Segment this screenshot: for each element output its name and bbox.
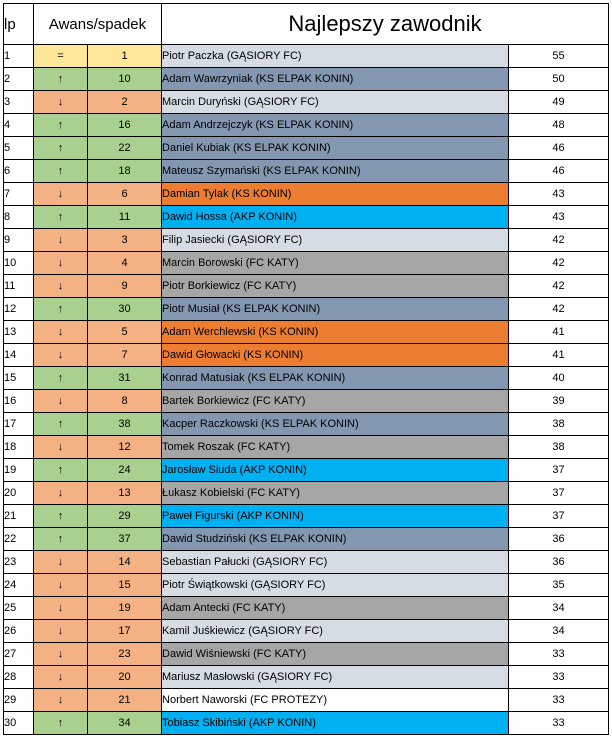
- previous-rank-cell: 13: [88, 482, 162, 505]
- arrow-down-icon: ↓: [34, 321, 88, 344]
- table-row: [4, 712, 609, 735]
- table-row: [4, 436, 609, 459]
- points-cell: 38: [509, 413, 609, 436]
- arrow-down-icon: ↓: [34, 689, 88, 712]
- rank-cell: 8: [4, 206, 34, 229]
- points-cell: 35: [509, 574, 609, 597]
- arrow-down-icon: ↓: [34, 252, 88, 275]
- previous-rank-cell: 23: [88, 643, 162, 666]
- rank-cell: 22: [4, 528, 34, 551]
- table-row: [4, 528, 609, 551]
- points-cell: 42: [509, 298, 609, 321]
- points-cell: 41: [509, 344, 609, 367]
- points-cell: 34: [509, 620, 609, 643]
- rank-cell: 2: [4, 68, 34, 91]
- arrow-up-icon: ↑: [34, 413, 88, 436]
- previous-rank-cell: 29: [88, 505, 162, 528]
- player-cell: Damian Tylak (KS KONIN): [162, 183, 509, 206]
- arrow-up-icon: ↑: [34, 160, 88, 183]
- previous-rank-cell: 5: [88, 321, 162, 344]
- previous-rank-cell: 24: [88, 459, 162, 482]
- previous-rank-cell: 1: [88, 45, 162, 68]
- table-row: [4, 344, 609, 367]
- arrow-down-icon: ↓: [34, 344, 88, 367]
- arrow-down-icon: ↓: [34, 643, 88, 666]
- rank-cell: 21: [4, 505, 34, 528]
- player-cell: Łukasz Kobielski (FC KATY): [162, 482, 509, 505]
- table-row: [4, 275, 609, 298]
- points-cell: 42: [509, 252, 609, 275]
- trend-header: Awans/spadek: [34, 4, 162, 45]
- rank-cell: 13: [4, 321, 34, 344]
- points-cell: 36: [509, 528, 609, 551]
- rank-cell: 3: [4, 91, 34, 114]
- rank-cell: 6: [4, 160, 34, 183]
- table-row: [4, 298, 609, 321]
- points-cell: 46: [509, 160, 609, 183]
- table-row: [4, 229, 609, 252]
- table-row: [4, 643, 609, 666]
- table-row: [4, 620, 609, 643]
- points-cell: 42: [509, 275, 609, 298]
- points-cell: 37: [509, 459, 609, 482]
- table-row: [4, 390, 609, 413]
- points-cell: 33: [509, 643, 609, 666]
- table-row: [4, 459, 609, 482]
- table-row: [4, 160, 609, 183]
- points-cell: 46: [509, 137, 609, 160]
- table-title: Najlepszy zawodnik: [162, 4, 609, 45]
- previous-rank-cell: 15: [88, 574, 162, 597]
- points-cell: 40: [509, 367, 609, 390]
- rank-cell: 20: [4, 482, 34, 505]
- rank-cell: 30: [4, 712, 34, 735]
- player-cell: Adam Werchlewski (KS KONIN): [162, 321, 509, 344]
- arrow-down-icon: ↓: [34, 436, 88, 459]
- arrow-up-icon: ↑: [34, 114, 88, 137]
- player-cell: Bartek Borkiewicz (FC KATY): [162, 390, 509, 413]
- table-row: [4, 45, 609, 68]
- player-cell: Filip Jasiecki (GĄSIORY FC): [162, 229, 509, 252]
- points-cell: 39: [509, 390, 609, 413]
- table-row: [4, 482, 609, 505]
- previous-rank-cell: 6: [88, 183, 162, 206]
- table-row: [4, 91, 609, 114]
- player-cell: Dawid Głowacki (KS KONIN): [162, 344, 509, 367]
- previous-rank-cell: 34: [88, 712, 162, 735]
- points-cell: 36: [509, 551, 609, 574]
- table-row: [4, 505, 609, 528]
- points-cell: 33: [509, 712, 609, 735]
- points-cell: 33: [509, 689, 609, 712]
- previous-rank-cell: 31: [88, 367, 162, 390]
- rank-cell: 15: [4, 367, 34, 390]
- rank-cell: 12: [4, 298, 34, 321]
- arrow-down-icon: ↓: [34, 620, 88, 643]
- arrow-up-icon: ↑: [34, 505, 88, 528]
- arrow-down-icon: ↓: [34, 183, 88, 206]
- arrow-down-icon: ↓: [34, 229, 88, 252]
- table-row: [4, 183, 609, 206]
- rank-cell: 17: [4, 413, 34, 436]
- arrow-down-icon: ↓: [34, 574, 88, 597]
- table-row: [4, 413, 609, 436]
- arrow-down-icon: ↓: [34, 390, 88, 413]
- points-cell: 33: [509, 666, 609, 689]
- previous-rank-cell: 11: [88, 206, 162, 229]
- previous-rank-cell: 16: [88, 114, 162, 137]
- previous-rank-cell: 21: [88, 689, 162, 712]
- previous-rank-cell: 2: [88, 91, 162, 114]
- table-row: [4, 206, 609, 229]
- previous-rank-cell: 19: [88, 597, 162, 620]
- player-cell: Paweł Figurski (AKP KONIN): [162, 505, 509, 528]
- points-cell: 34: [509, 597, 609, 620]
- player-cell: Dawid Wiśniewski (FC KATY): [162, 643, 509, 666]
- points-cell: 48: [509, 114, 609, 137]
- header-row: [4, 4, 609, 45]
- table-row: [4, 574, 609, 597]
- points-cell: 55: [509, 45, 609, 68]
- points-cell: 37: [509, 505, 609, 528]
- player-cell: Tomek Roszak (FC KATY): [162, 436, 509, 459]
- table-row: [4, 666, 609, 689]
- rank-cell: 29: [4, 689, 34, 712]
- points-cell: 49: [509, 91, 609, 114]
- table-row: [4, 321, 609, 344]
- player-cell: Marcin Duryński (GĄSIORY FC): [162, 91, 509, 114]
- arrow-down-icon: ↓: [34, 482, 88, 505]
- points-cell: 37: [509, 482, 609, 505]
- rank-cell: 9: [4, 229, 34, 252]
- player-cell: Mariusz Masłowski (GĄSIORY FC): [162, 666, 509, 689]
- table-row: [4, 137, 609, 160]
- player-cell: Adam Wawrzyniak (KS ELPAK KONIN): [162, 68, 509, 91]
- player-cell: Adam Andrzejczyk (KS ELPAK KONIN): [162, 114, 509, 137]
- points-cell: 38: [509, 436, 609, 459]
- rank-cell: 10: [4, 252, 34, 275]
- arrow-down-icon: ↓: [34, 551, 88, 574]
- player-cell: Norbert Naworski (FC PROTEZY): [162, 689, 509, 712]
- player-cell: Piotr Paczka (GĄSIORY FC): [162, 45, 509, 68]
- rank-cell: 16: [4, 390, 34, 413]
- previous-rank-cell: 12: [88, 436, 162, 459]
- lp-header: lp: [4, 4, 34, 45]
- player-cell: Daniel Kubiak (KS ELPAK KONIN): [162, 137, 509, 160]
- points-cell: 41: [509, 321, 609, 344]
- table-row: [4, 68, 609, 91]
- player-cell: Dawid Hossa (AKP KONIN): [162, 206, 509, 229]
- rank-cell: 4: [4, 114, 34, 137]
- player-cell: Marcin Borowski (FC KATY): [162, 252, 509, 275]
- points-cell: 43: [509, 183, 609, 206]
- previous-rank-cell: 17: [88, 620, 162, 643]
- rank-cell: 27: [4, 643, 34, 666]
- previous-rank-cell: 37: [88, 528, 162, 551]
- arrow-up-icon: ↑: [34, 137, 88, 160]
- table-row: [4, 689, 609, 712]
- player-cell: Jarosław Siuda (AKP KONIN): [162, 459, 509, 482]
- rank-cell: 25: [4, 597, 34, 620]
- arrow-up-icon: ↑: [34, 298, 88, 321]
- arrow-up-icon: ↑: [34, 712, 88, 735]
- rank-cell: 11: [4, 275, 34, 298]
- arrow-up-icon: ↑: [34, 459, 88, 482]
- points-cell: 42: [509, 229, 609, 252]
- points-cell: 43: [509, 206, 609, 229]
- previous-rank-cell: 20: [88, 666, 162, 689]
- ranking-rows: [4, 45, 609, 735]
- player-cell: Adam Antecki (FC KATY): [162, 597, 509, 620]
- player-cell: Piotr Świątkowski (GĄSIORY FC): [162, 574, 509, 597]
- arrow-down-icon: ↓: [34, 275, 88, 298]
- previous-rank-cell: 38: [88, 413, 162, 436]
- arrow-up-icon: ↑: [34, 367, 88, 390]
- table-row: [4, 551, 609, 574]
- rank-cell: 23: [4, 551, 34, 574]
- equal-icon: =: [34, 45, 88, 68]
- rank-cell: 1: [4, 45, 34, 68]
- previous-rank-cell: 8: [88, 390, 162, 413]
- previous-rank-cell: 9: [88, 275, 162, 298]
- previous-rank-cell: 4: [88, 252, 162, 275]
- player-cell: Mateusz Szymański (KS ELPAK KONIN): [162, 160, 509, 183]
- rank-cell: 14: [4, 344, 34, 367]
- arrow-up-icon: ↑: [34, 206, 88, 229]
- arrow-down-icon: ↓: [34, 666, 88, 689]
- table-row: [4, 252, 609, 275]
- arrow-down-icon: ↓: [34, 91, 88, 114]
- rank-cell: 19: [4, 459, 34, 482]
- table-row: [4, 597, 609, 620]
- player-cell: Piotr Borkiewicz (FC KATY): [162, 275, 509, 298]
- points-cell: 50: [509, 68, 609, 91]
- previous-rank-cell: 3: [88, 229, 162, 252]
- player-cell: Kamil Juśkiewicz (GĄSIORY FC): [162, 620, 509, 643]
- player-cell: Sebastian Pałucki (GĄSIORY FC): [162, 551, 509, 574]
- rank-cell: 26: [4, 620, 34, 643]
- previous-rank-cell: 10: [88, 68, 162, 91]
- previous-rank-cell: 14: [88, 551, 162, 574]
- arrow-down-icon: ↓: [34, 597, 88, 620]
- table-row: [4, 114, 609, 137]
- table-row: [4, 367, 609, 390]
- player-cell: Konrad Matusiak (KS ELPAK KONIN): [162, 367, 509, 390]
- previous-rank-cell: 7: [88, 344, 162, 367]
- arrow-up-icon: ↑: [34, 68, 88, 91]
- rank-cell: 28: [4, 666, 34, 689]
- arrow-up-icon: ↑: [34, 528, 88, 551]
- rank-cell: 7: [4, 183, 34, 206]
- rank-cell: 5: [4, 137, 34, 160]
- previous-rank-cell: 22: [88, 137, 162, 160]
- player-cell: Piotr Musiał (KS ELPAK KONIN): [162, 298, 509, 321]
- previous-rank-cell: 18: [88, 160, 162, 183]
- ranking-table: [3, 3, 609, 735]
- previous-rank-cell: 30: [88, 298, 162, 321]
- rank-cell: 24: [4, 574, 34, 597]
- rank-cell: 18: [4, 436, 34, 459]
- player-cell: Kacper Raczkowski (KS ELPAK KONIN): [162, 413, 509, 436]
- player-cell: Tobiasz Skibiński (AKP KONIN): [162, 712, 509, 735]
- player-cell: Dawid Studziński (KS ELPAK KONIN): [162, 528, 509, 551]
